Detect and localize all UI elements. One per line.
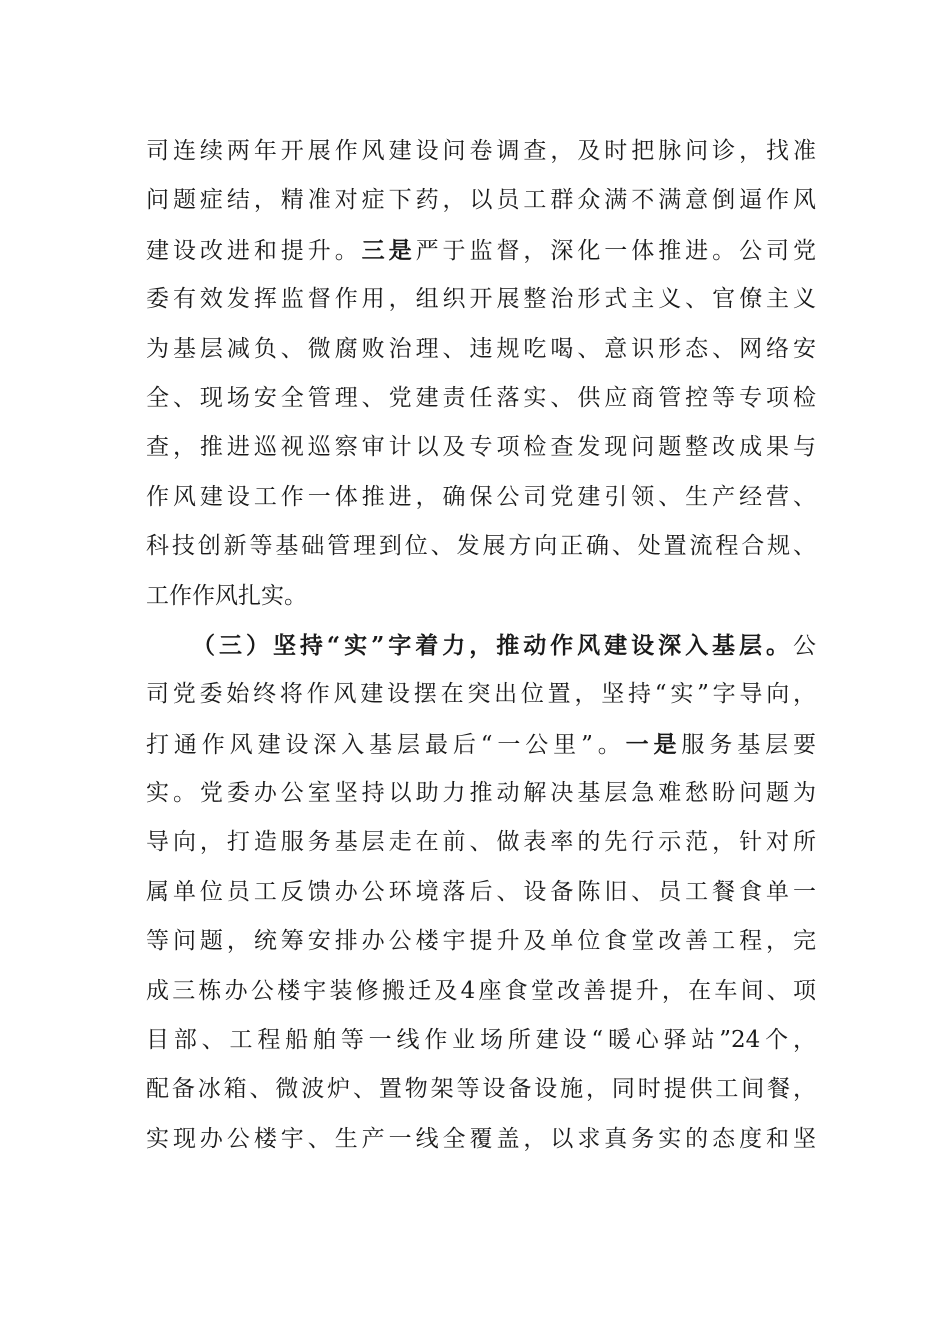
emphasis-san-shi: 三是 bbox=[361, 236, 416, 264]
text-line: 导向，打造服务基层走在前、做表率的先行示范，针对所 bbox=[146, 829, 816, 856]
text-line bbox=[146, 720, 816, 769]
text-line bbox=[146, 226, 816, 275]
text-line: 配备冰箱、微波炉、置物架等设备设施，同时提供工间餐， bbox=[146, 1076, 816, 1103]
text-span: 建设改进和提升。 bbox=[146, 237, 362, 264]
text-span: 服务基层要 bbox=[681, 731, 816, 758]
text-line: 属单位员工反馈办公环境落后、设备陈旧、员工餐食单一 bbox=[146, 878, 816, 905]
text-line: 工作作风扎实。 bbox=[146, 582, 307, 609]
text-span: 公 bbox=[793, 632, 816, 659]
text-line: 委有效发挥监督作用，组织开展整治形式主义、官僚主义 bbox=[146, 286, 816, 313]
section-heading: （三）坚持“实”字着力，推动作风建设深入基层。 bbox=[192, 631, 793, 659]
text-line: 目部、工程船舶等一线作业场所建设“暖心驿站”24个， bbox=[146, 1027, 816, 1054]
text-line: 成三栋办公楼宇装修搬迁及4座食堂改善提升，在车间、项 bbox=[146, 977, 816, 1004]
text-line: 问题症结，精准对症下药，以员工群众满不满意倒逼作风 bbox=[146, 187, 816, 214]
text-line: 作风建设工作一体推进，确保公司党建引领、生产经营、 bbox=[146, 483, 816, 510]
text-span: 打通作风建设深入基层最后“一公里”。 bbox=[146, 731, 626, 758]
section-heading-line bbox=[146, 621, 816, 670]
text-line: 司连续两年开展作风建设问卷调查，及时把脉问诊，找准 bbox=[146, 138, 816, 164]
text-span: 严于监督，深化一体推进。公司党 bbox=[415, 237, 817, 264]
emphasis-yi-shi: 一是 bbox=[625, 730, 682, 758]
text-line: 实现办公楼宇、生产一线全覆盖，以求真务实的态度和坚 bbox=[146, 1125, 816, 1152]
text-line: 实。党委办公室坚持以助力推动解决基层急难愁盼问题为 bbox=[146, 780, 816, 807]
body-text bbox=[146, 127, 816, 1164]
text-line: 全、现场安全管理、党建责任落实、供应商管控等专项检 bbox=[146, 384, 816, 411]
text-line: 科技创新等基础管理到位、发展方向正确、处置流程合规、 bbox=[146, 533, 816, 560]
text-line: 等问题，统筹安排办公楼宇提升及单位食堂改善工程，完 bbox=[146, 928, 816, 955]
text-line: 查，推进巡视巡察审计以及专项检查发现问题整改成果与 bbox=[146, 434, 816, 461]
text-line: 司党委始终将作风建设摆在突出位置，坚持“实”字导向， bbox=[146, 681, 816, 708]
text-line: 为基层减负、微腐败治理、违规吃喝、意识形态、网络安 bbox=[146, 335, 816, 362]
